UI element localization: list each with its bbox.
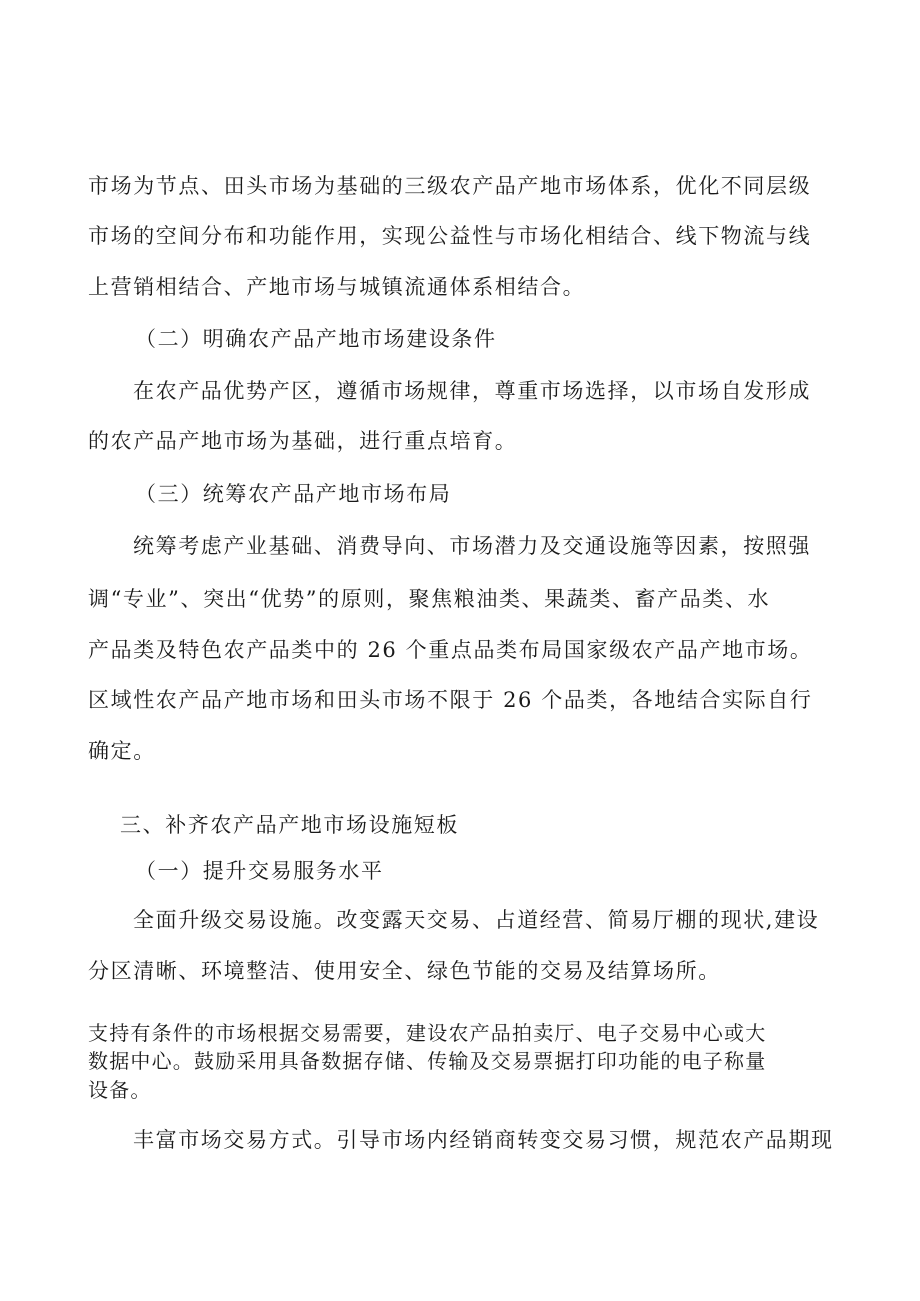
text-line: 调“专业”、突出“优势”的原则，聚焦粮油类、果蔬类、畜产品类、水 xyxy=(88,587,771,611)
text-line: 确定。 xyxy=(88,739,156,763)
text-line: 市场为节点、田头市场为基础的三级农产品产地市场体系，优化不同层级 xyxy=(88,174,812,198)
subheading-layout: （三）统筹农产品产地市场布局 xyxy=(135,482,452,506)
text-line: 在农产品优势产区，遵循市场规律，尊重市场选择，以市场自发形成 xyxy=(133,379,811,403)
text-line: 丰富市场交易方式。引导市场内经销商转变交易习惯，规范农产品期现 xyxy=(133,1128,834,1152)
text-line: 设备。 xyxy=(88,1078,152,1102)
text-line: 支持有条件的市场根据交易需要，建设农产品拍卖厅、电子交易中心或大 xyxy=(88,1021,767,1045)
text-line: 产品类及特色农产品类中的 26 个重点品类布局国家级农产品产地市场。 xyxy=(88,638,813,662)
section-three-title: 三、补齐农产品产地市场设施短板 xyxy=(120,813,459,837)
text-line: 区域性农产品产地市场和田头市场不限于 26 个品类，各地结合实际自行 xyxy=(88,688,813,712)
text-line: 市场的空间分布和功能作用，实现公益性与市场化相结合、线下物流与线 xyxy=(88,224,812,248)
subheading-service: （一）提升交易服务水平 xyxy=(135,859,384,883)
text-line: 分区清晰、环境整洁、使用安全、绿色节能的交易及结算场所。 xyxy=(88,959,721,983)
text-line: 上营销相结合、产地市场与城镇流通体系相结合。 xyxy=(88,275,586,299)
text-line: 数据中心。鼓励采用具备数据存储、传输及交易票据打印功能的电子称量 xyxy=(88,1049,767,1073)
subheading-conditions: （二）明确农产品产地市场建设条件 xyxy=(135,327,497,351)
text-line: 的农产品产地市场为基础，进行重点培育。 xyxy=(88,429,518,453)
text-line: 统筹考虑产业基础、消费导向、市场潜力及交通设施等因素，按照强 xyxy=(133,534,811,558)
text-line: 全面升级交易设施。改变露天交易、占道经营、简易厅棚的现状,建设 xyxy=(133,908,820,932)
